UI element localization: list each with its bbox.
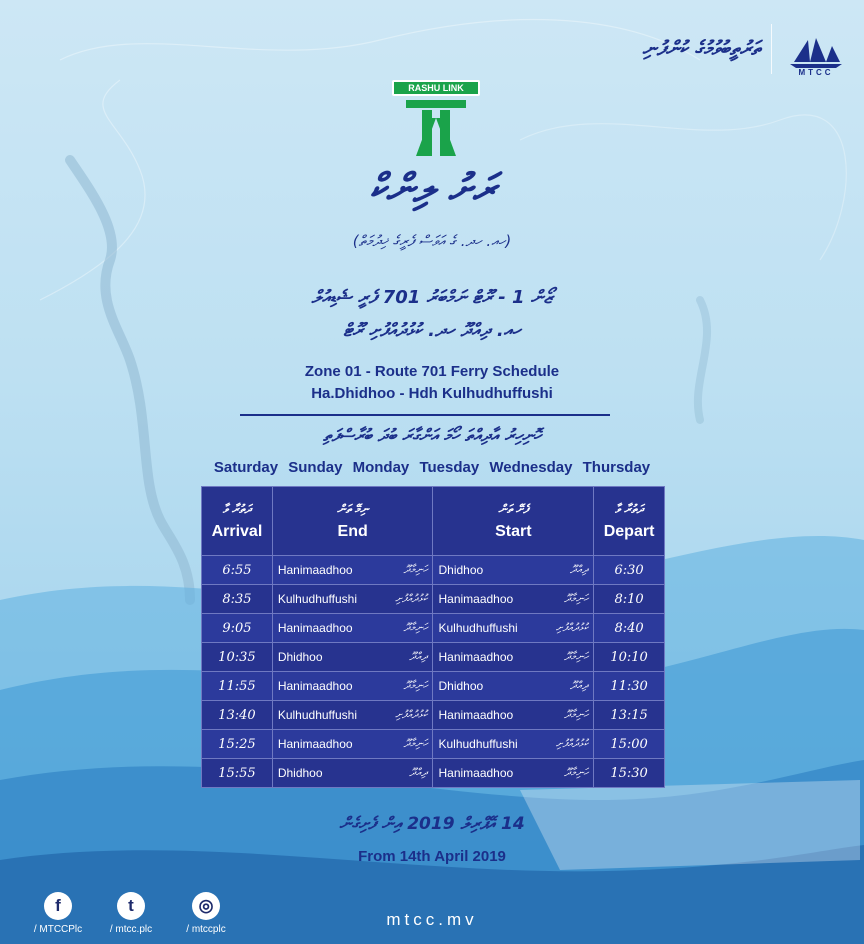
end-stop-name: Hanimaadhoo xyxy=(277,737,353,751)
end-stop-name-dv: ދިއްދޫ xyxy=(409,650,428,663)
route-title-dv: ހއ. ދިއްދޫ ހދ. ކުޅުދުއްފުށި ރޫޓް xyxy=(343,320,521,341)
start-stop-name-dv: ކުޅުދުއްފުށި xyxy=(555,737,589,750)
end-stop xyxy=(272,614,433,643)
end-stop xyxy=(272,643,433,672)
facebook-link[interactable] xyxy=(18,892,98,935)
page-title-dv: ރަށު ލިންކް xyxy=(369,166,495,212)
schedule-title-line2: Ha.Dhidhoo - Hdh Kulhudhuffushi xyxy=(311,385,553,402)
page-subtitle-dv: (ހއ. ހދ. ގެ އަވަސް ފެރީގެ ޚިދުމަތް) xyxy=(352,232,512,250)
arrival-time: 11:55 xyxy=(202,672,273,701)
start-stop xyxy=(433,730,594,759)
rashu-link-badge xyxy=(392,80,480,160)
depart-time: 10:10 xyxy=(594,643,665,672)
start-stop-name-dv: ހަނިމާދޫ xyxy=(564,592,589,605)
column-header-label: End xyxy=(337,522,368,540)
facebook-icon: f xyxy=(44,892,72,920)
end-stop-name: Dhidhoo xyxy=(277,766,323,780)
arrival-time: 15:55 xyxy=(202,759,273,788)
table-row xyxy=(202,556,665,585)
start-stop-name-dv: ހަނިމާދޫ xyxy=(564,650,589,663)
end-stop-name: Hanimaadhoo xyxy=(277,563,353,577)
column-header-label: Arrival xyxy=(211,522,263,540)
end-stop-name-dv: ހަނިމާދޫ xyxy=(403,563,428,576)
instagram-icon: ◎ xyxy=(192,892,220,920)
column-header-dv: ދަތުރާ ވާ xyxy=(614,501,644,516)
start-stop-name: Kulhudhuffushi xyxy=(438,737,518,751)
start-stop-name: Hanimaadhoo xyxy=(438,650,514,664)
end-stop-name: Kulhudhuffushi xyxy=(277,708,358,722)
arrival-time: 6:55 xyxy=(202,556,273,585)
day-label: Sunday xyxy=(288,459,343,476)
column-header-end xyxy=(272,487,433,556)
column-header-dv: ފެށޭ ތަން xyxy=(498,501,529,516)
start-stop-name: Dhidhoo xyxy=(438,563,484,577)
arrival-time: 15:25 xyxy=(202,730,273,759)
end-stop xyxy=(272,759,433,788)
company-name-dv: ތަރުތީބުވުމުގެ ކުންފުނި xyxy=(642,36,760,60)
column-header-depart xyxy=(594,487,665,556)
column-header-arrival xyxy=(202,487,273,556)
rashu-link-icon xyxy=(392,96,480,160)
start-stop-name: Kulhudhuffushi xyxy=(438,621,518,635)
depart-time: 8:40 xyxy=(594,614,665,643)
schedule-title-line1: Zone 01 - Route 701 Ferry Schedule xyxy=(304,363,560,380)
end-stop-name-dv: ކުޅުދުއްފުށި xyxy=(395,708,428,721)
start-stop xyxy=(433,759,594,788)
end-stop-name-dv: ހަނިމާދޫ xyxy=(403,621,428,634)
depart-time: 13:15 xyxy=(594,701,665,730)
start-stop xyxy=(433,556,594,585)
start-stop xyxy=(433,585,594,614)
start-stop-name: Hanimaadhoo xyxy=(438,766,514,780)
start-stop-name-dv: ހަނިމާދޫ xyxy=(564,708,589,721)
arrival-time: 8:35 xyxy=(202,585,273,614)
arrival-time: 13:40 xyxy=(202,701,273,730)
start-stop xyxy=(433,672,594,701)
start-stop xyxy=(433,614,594,643)
twitter-icon: t xyxy=(117,892,145,920)
end-stop xyxy=(272,672,433,701)
day-label: Wednesday xyxy=(489,459,573,476)
title-divider xyxy=(240,414,610,416)
end-stop-name-dv: ހަނިމާދޫ xyxy=(403,679,428,692)
depart-time: 8:10 xyxy=(594,585,665,614)
depart-time: 15:30 xyxy=(594,759,665,788)
header-divider xyxy=(771,24,772,74)
twitter-handle: / mtcc.plc xyxy=(109,924,153,935)
start-stop-name-dv: ކުޅުދުއްފުށި xyxy=(555,621,589,634)
end-stop-name-dv: ކުޅުދުއްފުށި xyxy=(395,592,428,605)
column-header-dv: ނިމޭ ތަން xyxy=(337,501,369,516)
table-body xyxy=(202,556,665,788)
end-stop-name: Kulhudhuffushi xyxy=(277,592,358,606)
column-header-label: Depart xyxy=(603,522,655,540)
day-label: Saturday xyxy=(213,459,279,476)
start-stop-name: Hanimaadhoo xyxy=(438,592,514,606)
table-row xyxy=(202,730,665,759)
start-stop-name-dv: ދިއްދޫ xyxy=(569,679,589,692)
rashu-link-label: RASHU LINK xyxy=(392,80,480,96)
schedule-title xyxy=(200,361,664,405)
effective-date-dv: 14 އޭޕްރިލް 2019 އިން ފެށިގެން xyxy=(339,814,525,834)
depart-time: 15:00 xyxy=(594,730,665,759)
column-header-start xyxy=(433,487,594,556)
start-stop xyxy=(433,701,594,730)
table-row xyxy=(202,672,665,701)
start-stop-name-dv: ހަނިމާދޫ xyxy=(564,766,589,779)
ferry-schedule-table xyxy=(201,486,665,788)
arrival-time: 9:05 xyxy=(202,614,273,643)
table-header-row xyxy=(202,487,665,556)
end-stop xyxy=(272,556,433,585)
end-stop-name-dv: ހަނިމާދޫ xyxy=(403,737,428,750)
day-label: Thursday xyxy=(582,459,651,476)
end-stop xyxy=(272,730,433,759)
operating-days xyxy=(200,459,664,476)
instagram-link[interactable] xyxy=(166,892,246,935)
depart-time: 11:30 xyxy=(594,672,665,701)
table-row xyxy=(202,701,665,730)
zone-title-dv: ޒޯން 1 - ރޫޓް ނަމްބަރު 701 ފެރީ ޝެޑިއުލް xyxy=(311,287,553,308)
arrival-time: 10:35 xyxy=(202,643,273,672)
website-link[interactable]: mtcc.mv xyxy=(386,910,478,929)
table-row xyxy=(202,643,665,672)
column-header-dv: ދަތުރާ ވާ xyxy=(222,501,252,516)
end-stop xyxy=(272,701,433,730)
table-row xyxy=(202,585,665,614)
table-row xyxy=(202,614,665,643)
end-stop-name: Hanimaadhoo xyxy=(277,679,353,693)
twitter-link[interactable] xyxy=(91,892,171,935)
effective-date: From 14th April 2019 xyxy=(358,848,506,865)
mtcc-logo-text: MTCC xyxy=(798,68,834,77)
day-label: Monday xyxy=(352,459,410,476)
end-stop-name-dv: ދިއްދޫ xyxy=(409,766,428,779)
end-stop-name: Dhidhoo xyxy=(277,650,323,664)
depart-time: 6:30 xyxy=(594,556,665,585)
table-row xyxy=(202,759,665,788)
start-stop-name: Dhidhoo xyxy=(438,679,484,693)
start-stop xyxy=(433,643,594,672)
start-stop-name: Hanimaadhoo xyxy=(438,708,514,722)
end-stop xyxy=(272,585,433,614)
mtcc-logo xyxy=(786,36,846,76)
start-stop-name-dv: ދިއްދޫ xyxy=(569,563,589,576)
day-label: Tuesday xyxy=(419,459,480,476)
end-stop-name: Hanimaadhoo xyxy=(277,621,353,635)
column-header-label: Start xyxy=(495,522,532,540)
operating-days-dv: ހޮނިހިރު އާދިއްތަ ހޯމަ އަންގާރަ ބުދަ ބުރާސްފަތި xyxy=(323,426,541,446)
facebook-handle: / MTCCPlc xyxy=(33,924,83,935)
instagram-handle: / mtccplc xyxy=(186,924,226,935)
